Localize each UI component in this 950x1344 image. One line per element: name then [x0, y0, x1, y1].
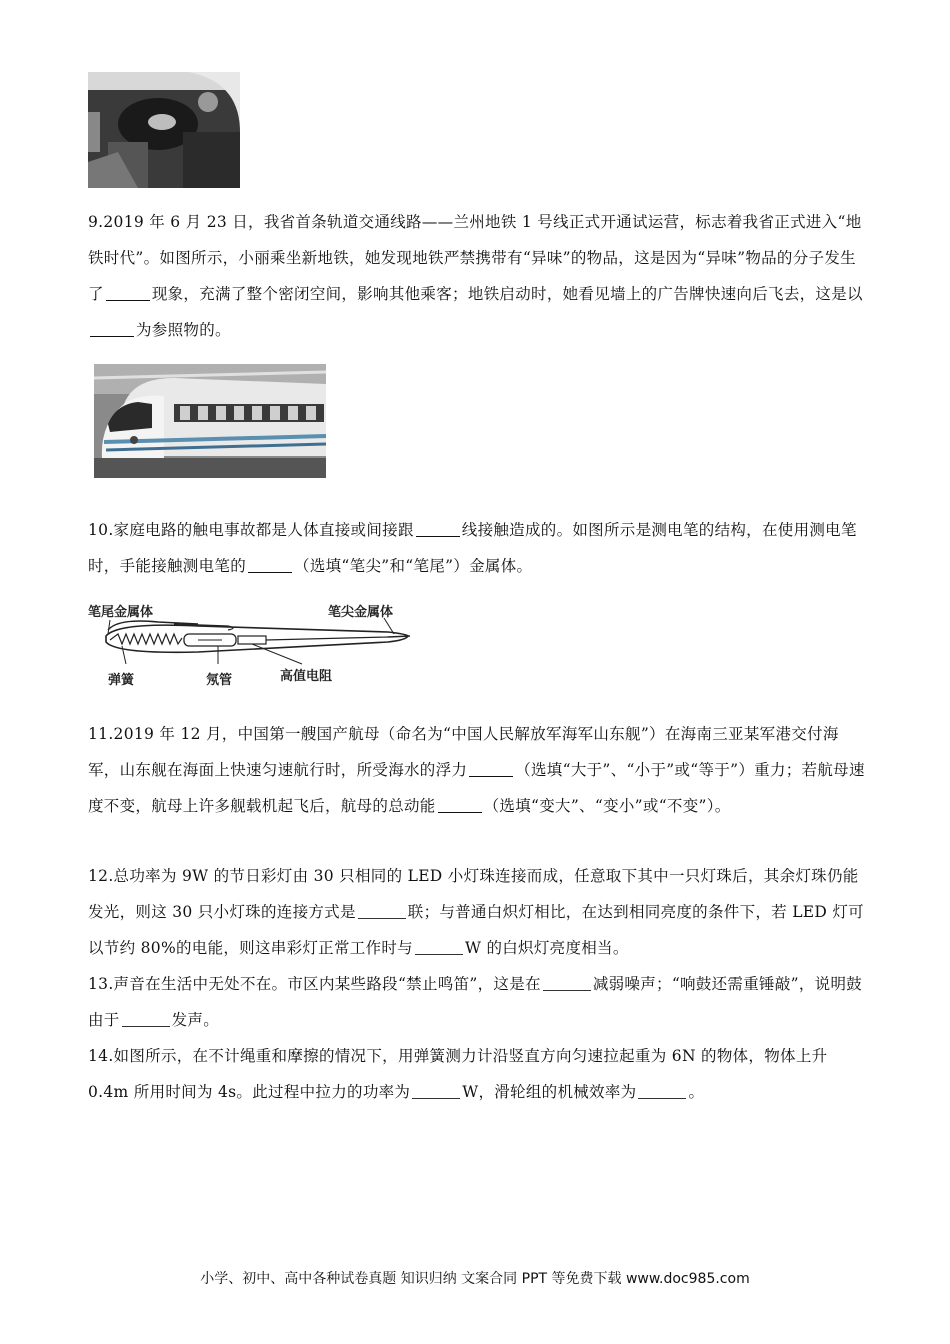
- question-12-text-1: 12.总功率为 9W 的节日彩灯由 30 只相同的 LED 小灯珠连接而成，任意取下其中一只灯珠后，其余灯珠仍能发光，则这 30 只小灯珠的连接方式是: [88, 867, 859, 921]
- question-11-text-2: （选填“大于”、“小于”或“等于”）重力；若航母速度不变，航母上许多舰载机起飞后，航母的总动能: [88, 761, 865, 815]
- question-14-text-1: 14.如图所示，在不计绳重和摩擦的情况下，用弹簧测力计沿竖直方向匀速拉起重为 6N 的物体，物体上升 0.4m 所用时间为 4s。此过程中拉力的功率为: [88, 1047, 828, 1101]
- answer-blank[interactable]: [638, 1083, 686, 1100]
- question-12-text-2: 联；与普通白炽灯相比，在达到相同亮度的条件下，若 LED 灯可以节约 80%的电能，则这串彩灯正常工作时与: [88, 903, 864, 957]
- answer-blank[interactable]: [106, 285, 150, 302]
- answer-blank[interactable]: [248, 557, 292, 574]
- label-neon-tube: 氖管: [206, 673, 233, 688]
- question-11: [88, 716, 868, 824]
- question-10-text-2: 线接触造成的。如图所示是测电笔的结构，在使用测电笔时，手能接触测电笔的: [88, 521, 857, 575]
- label-high-resistor: 高值电阻: [280, 669, 333, 684]
- question-14-text-3: 。: [688, 1083, 705, 1101]
- answer-blank[interactable]: [122, 1011, 170, 1028]
- question-13-text-2: 减弱噪声；“响鼓还需重锤敲”，说明鼓由于: [88, 975, 863, 1029]
- question-14: [88, 1038, 868, 1110]
- page-footer: 小学、初中、高中各种试卷真题 知识归纳 文案合同 PPT 等免费下载 www.doc985.com: [200, 1271, 750, 1287]
- label-tip-metal: 笔尖金属体: [328, 605, 394, 620]
- question-13: [88, 966, 868, 1038]
- answer-blank[interactable]: [358, 903, 406, 920]
- question-12-text-3: W 的白炽灯亮度相当。: [464, 939, 629, 957]
- question-9-text-1: 9.2019 年 6 月 23 日，我省首条轨道交通线路——兰州地铁 1 号线正式开通试运营，标志着我省正式进入“地铁时代”。如图所示，小丽乘坐新地铁，她发现地铁严禁携带有“异味”的物品，这是因为“异味”物品的分子发生了: [88, 213, 862, 303]
- question-9-text-2: 现象，充满了整个密闭空间，影响其他乘客；地铁启动时，她看见墙上的广告牌快速向后飞去，这是以: [151, 285, 863, 303]
- question-9-text-3: 为参照物的。: [136, 321, 231, 339]
- answer-blank[interactable]: [438, 797, 482, 814]
- question-12: [88, 858, 868, 966]
- question-14-text-2: W，滑轮组的机械效率为: [462, 1083, 637, 1101]
- subway-train-photo: [94, 364, 326, 478]
- question-10-text-3: （选填“笔尖”和“笔尾”）金属体。: [294, 557, 533, 575]
- question-13-text-3: 发声。: [171, 1011, 220, 1029]
- question-13-text-1: 13.声音在生活中无处不在。市区内某些路段“禁止鸣笛”，这是在: [88, 975, 541, 993]
- answer-blank[interactable]: [90, 321, 134, 338]
- question-11-text-1: 11.2019 年 12 月，中国第一艘国产航母（命名为“中国人民解放军海军山东舰”）在海南三亚某军港交付海军，山东舰在海面上快速匀速航行时，所受海水的浮力: [88, 725, 839, 779]
- question-11-text-3: （选填“变大”、“变小”或“不变”）。: [483, 797, 731, 815]
- top-photo: [88, 72, 240, 188]
- label-tail-metal: 笔尾金属体: [88, 605, 154, 620]
- label-spring: 弹簧: [108, 673, 135, 688]
- answer-blank[interactable]: [416, 521, 460, 538]
- answer-blank[interactable]: [412, 1083, 460, 1100]
- answer-blank[interactable]: [469, 761, 513, 778]
- question-9: [88, 204, 868, 348]
- test-pen-diagram: [88, 596, 428, 692]
- answer-blank[interactable]: [415, 939, 463, 956]
- question-10-text-1: 10.家庭电路的触电事故都是人体直接或间接跟: [88, 521, 414, 539]
- answer-blank[interactable]: [543, 975, 591, 992]
- question-10: [88, 512, 868, 584]
